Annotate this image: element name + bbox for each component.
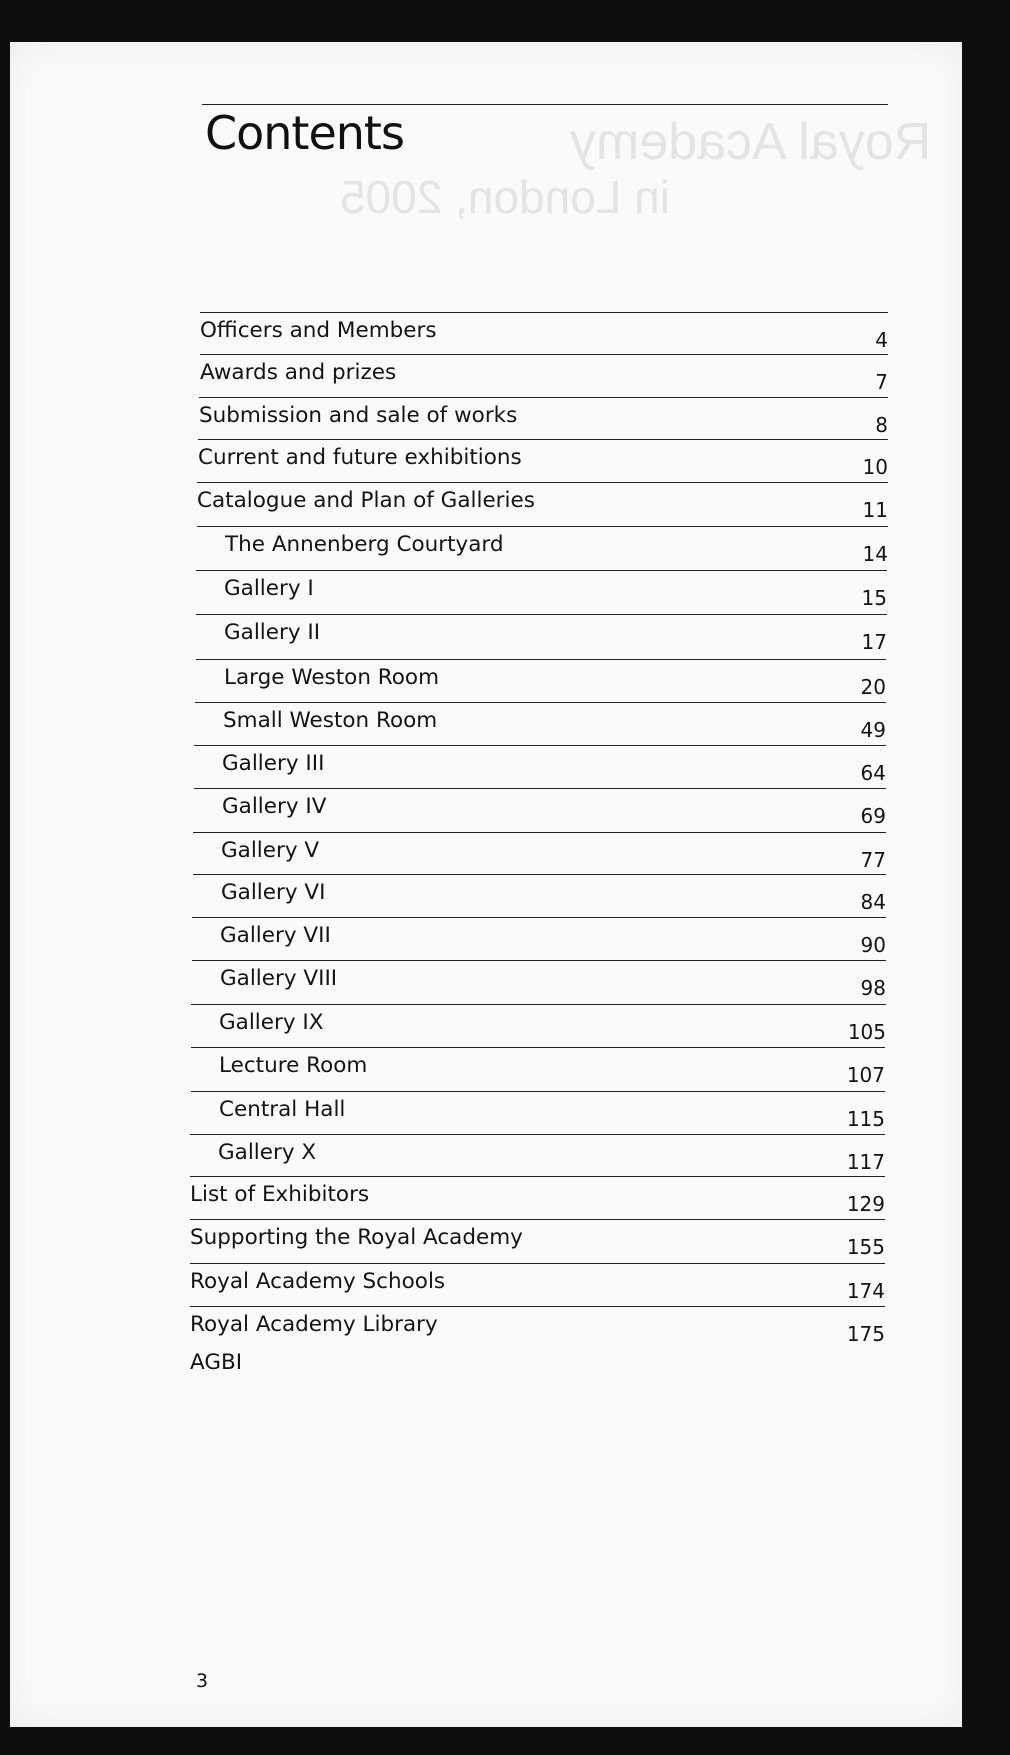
toc-page-number: 8: [875, 413, 888, 437]
toc-entry-label: Gallery VIII: [220, 966, 338, 991]
toc-row[interactable]: [193, 832, 886, 872]
toc-row[interactable]: [193, 874, 886, 914]
toc-row[interactable]: [190, 1176, 885, 1216]
toc-page-number: 115: [846, 1107, 885, 1131]
toc-row[interactable]: [197, 482, 888, 522]
toc-row[interactable]: [196, 570, 887, 610]
toc-entry-label: Small Weston Room: [223, 708, 438, 733]
toc-page-number: 105: [847, 1020, 886, 1044]
toc-row[interactable]: [195, 702, 886, 742]
toc-row[interactable]: [200, 354, 888, 394]
toc-page-number: 64: [860, 761, 886, 785]
page-number: 3: [196, 1670, 209, 1692]
toc-entry-label: Submission and sale of works: [199, 403, 518, 428]
toc-entry-label: The Annenberg Courtyard: [225, 532, 504, 557]
toc-entry-label: Lecture Room: [219, 1053, 368, 1078]
toc-row[interactable]: [198, 439, 888, 479]
toc-page-number: 98: [860, 976, 886, 1000]
toc-entry-label: Gallery IX: [219, 1010, 324, 1035]
toc-page-number: 14: [862, 542, 888, 566]
toc-row[interactable]: [196, 614, 887, 654]
toc-row[interactable]: [192, 960, 886, 1000]
toc-page-number: 11: [862, 498, 888, 522]
toc-row[interactable]: [200, 312, 888, 352]
toc-page-number: 155: [846, 1235, 885, 1259]
toc-row[interactable]: [194, 788, 886, 828]
toc-page-number: 117: [846, 1150, 885, 1174]
toc-entry-label: Gallery VII: [220, 923, 331, 948]
toc-page-number: 129: [846, 1192, 885, 1216]
toc-entry-label: Gallery III: [222, 751, 325, 776]
toc-page-number: 175: [846, 1322, 885, 1346]
toc-entry-label: Current and future exhibitions: [198, 445, 522, 470]
toc-page-number: 84: [860, 890, 886, 914]
toc-page-number: 107: [846, 1063, 885, 1087]
toc-entry-label: Gallery VI: [221, 880, 326, 905]
toc-entry-label: Catalogue and Plan of Galleries: [197, 488, 535, 513]
page-title: Contents: [205, 106, 404, 160]
toc-entry-label: Officers and Members: [200, 318, 437, 343]
bleed-through-text: Royal Academy: [570, 113, 932, 171]
document-page: [10, 42, 962, 1727]
toc-row[interactable]: [191, 1091, 885, 1131]
toc-page-number: 10: [862, 455, 888, 479]
toc-entry-label: Royal Academy Library: [190, 1312, 438, 1337]
toc-entry-label: Awards and prizes: [200, 360, 397, 385]
toc-row[interactable]: [192, 917, 886, 957]
toc-row[interactable]: [194, 745, 886, 785]
toc-row[interactable]: [190, 1263, 885, 1303]
toc-entry-agbi: AGBI: [190, 1350, 243, 1375]
toc-page-number: 20: [860, 675, 886, 699]
toc-entry-label: Gallery II: [224, 620, 321, 645]
toc-row[interactable]: [197, 526, 888, 566]
toc-entry-label: Large Weston Room: [224, 665, 440, 690]
toc-row[interactable]: [196, 659, 886, 699]
toc-page-number: 49: [860, 718, 886, 742]
toc-page-number: 174: [846, 1279, 885, 1303]
toc-entry-label: List of Exhibitors: [190, 1182, 370, 1207]
toc-page-number: 15: [861, 586, 887, 610]
toc-row[interactable]: [199, 397, 888, 437]
toc-page-number: 17: [861, 630, 887, 654]
toc-row[interactable]: [190, 1134, 885, 1174]
bleed-through-text: in London, 2005: [340, 171, 670, 223]
toc-entry-label: Gallery I: [224, 576, 314, 601]
toc-entry-label: Gallery V: [221, 838, 320, 863]
toc-entry-label: Supporting the Royal Academy: [190, 1225, 523, 1250]
toc-entry-label: Gallery X: [218, 1140, 317, 1165]
toc-page-number: 90: [860, 933, 886, 957]
toc-entry-label: Central Hall: [219, 1097, 346, 1122]
toc-row[interactable]: [191, 1047, 885, 1087]
toc-entry-label: Royal Academy Schools: [190, 1269, 446, 1294]
toc-page-number: 69: [860, 804, 886, 828]
toc-page-number: 77: [860, 848, 886, 872]
toc-entry-label: Gallery IV: [222, 794, 327, 819]
title-rule: [202, 104, 888, 105]
toc-row[interactable]: [190, 1306, 885, 1346]
toc-row[interactable]: [191, 1004, 886, 1044]
toc-row[interactable]: [190, 1219, 885, 1259]
toc-page-number: 4: [875, 328, 888, 352]
toc-page-number: 7: [875, 370, 888, 394]
